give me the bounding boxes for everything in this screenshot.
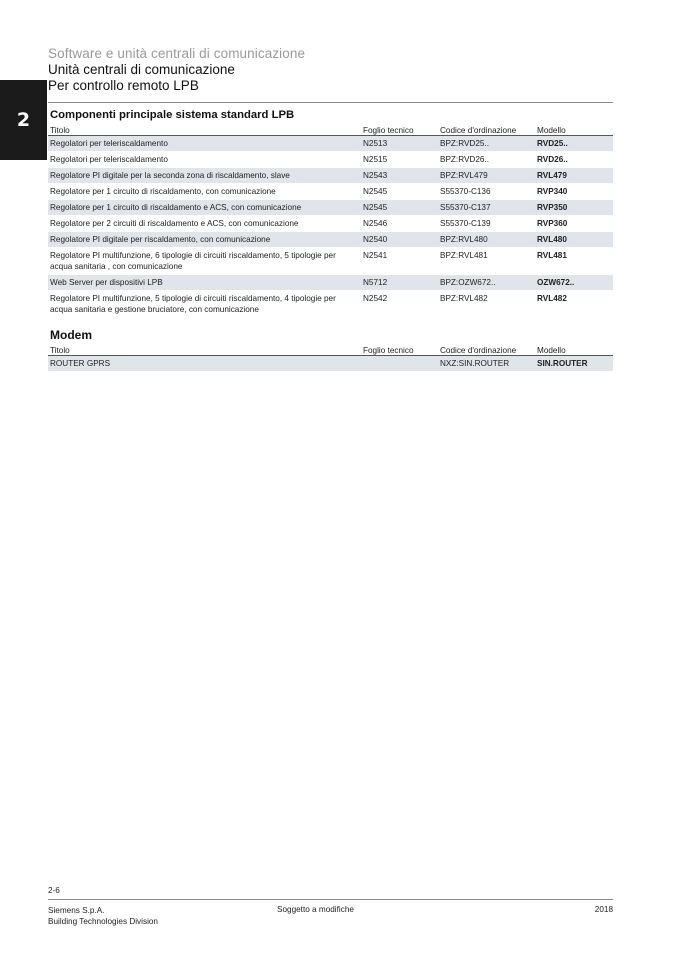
chapter-tab: 2 — [0, 80, 47, 160]
table-row — [48, 200, 613, 216]
col-header-codice: Codice d'ordinazione — [438, 342, 535, 356]
cell-foglio: N2542 — [361, 291, 438, 318]
table-row — [48, 168, 613, 184]
cell-modello: RVP340 — [535, 184, 613, 200]
cell-titolo: Regolatore PI multifunzione, 6 tipologie di circuiti riscaldamento, 5 tipologie per acqua sanitaria , con comunicazione — [48, 248, 361, 275]
cell-titolo: Regolatori per teleriscaldamento — [48, 152, 361, 168]
footer-company — [48, 905, 158, 927]
cell-modello: RVL482 — [535, 291, 613, 318]
cell-foglio: N2545 — [361, 200, 438, 216]
cell-foglio — [361, 356, 438, 372]
cell-foglio: N2546 — [361, 216, 438, 232]
cell-titolo: Regolatore per 1 circuito di riscaldamento e ACS, con comunicazione — [48, 200, 361, 216]
col-header-modello: Modello — [535, 342, 613, 356]
header-subtitle: Per controllo remoto LPB — [48, 78, 199, 93]
cell-modello: RVP350 — [535, 200, 613, 216]
col-header-titolo: Titolo — [48, 342, 361, 356]
cell-codice: BPZ:RVL482 — [438, 291, 535, 318]
cell-modello: RVP360 — [535, 216, 613, 232]
table-row — [48, 184, 613, 200]
cell-titolo: Regolatori per teleriscaldamento — [48, 136, 361, 152]
cell-codice: S55370-C139 — [438, 216, 535, 232]
col-header-codice: Codice d'ordinazione — [438, 122, 535, 136]
modem-section — [48, 328, 613, 372]
cell-titolo: Regolatore PI multifunzione, 5 tipologie di circuiti riscaldamento, 4 tipologie per acqua sanitaria e gestione bruciatore, con comunicazione — [48, 291, 361, 318]
cell-codice: NXZ:SIN.ROUTER — [438, 356, 535, 372]
table-row — [48, 152, 613, 168]
cell-codice: S55370-C136 — [438, 184, 535, 200]
table-row — [48, 232, 613, 248]
cell-codice: BPZ:RVL479 — [438, 168, 535, 184]
company-name: Siemens S.p.A. — [48, 906, 105, 915]
cell-codice: BPZ:RVD26.. — [438, 152, 535, 168]
table-row — [48, 248, 613, 275]
table-row — [48, 291, 613, 318]
col-header-titolo: Titolo — [48, 122, 361, 136]
header-category: Software e unità centrali di comunicazione — [48, 46, 306, 61]
col-header-modello: Modello — [535, 122, 613, 136]
table-header-row — [48, 342, 613, 356]
cell-foglio: N2543 — [361, 168, 438, 184]
cell-codice: BPZ:OZW672.. — [438, 275, 535, 291]
header-divider — [48, 102, 613, 103]
cell-modello: RVD25.. — [535, 136, 613, 152]
header-title: Unità centrali di comunicazione — [48, 62, 235, 77]
cell-foglio: N2513 — [361, 136, 438, 152]
col-header-foglio: Foglio tecnico — [361, 122, 438, 136]
company-division: Building Technologies Division — [48, 917, 158, 926]
cell-modello: OZW672.. — [535, 275, 613, 291]
lpb-table — [48, 122, 613, 318]
cell-modello: RVL479 — [535, 168, 613, 184]
cell-titolo: Regolatore per 2 circuiti di riscaldamento e ACS, con comunicazione — [48, 216, 361, 232]
cell-modello: RVL481 — [535, 248, 613, 275]
table-row — [48, 216, 613, 232]
modem-section-title: Modem — [50, 328, 92, 342]
table-row — [48, 275, 613, 291]
cell-foglio: N2515 — [361, 152, 438, 168]
footer-disclaimer: Soggetto a modifiche — [277, 905, 354, 914]
cell-codice: S55370-C137 — [438, 200, 535, 216]
cell-foglio: N5712 — [361, 275, 438, 291]
cell-titolo: ROUTER GPRS — [48, 356, 361, 372]
cell-modello: SIN.ROUTER — [535, 356, 613, 372]
page-number: 2-6 — [48, 886, 60, 895]
cell-codice: BPZ:RVL481 — [438, 248, 535, 275]
cell-foglio: N2541 — [361, 248, 438, 275]
footer-divider — [48, 899, 613, 900]
cell-titolo: Regolatore per 1 circuito di riscaldamento, con comunicazione — [48, 184, 361, 200]
cell-titolo: Regolatore PI digitale per la seconda zona di riscaldamento, slave — [48, 168, 361, 184]
cell-modello: RVL480 — [535, 232, 613, 248]
col-header-foglio: Foglio tecnico — [361, 342, 438, 356]
page-header — [48, 46, 613, 94]
table-row — [48, 356, 613, 372]
cell-codice: BPZ:RVL480 — [438, 232, 535, 248]
modem-table — [48, 342, 613, 372]
footer-year: 2018 — [594, 905, 613, 914]
table-row — [48, 136, 613, 152]
cell-titolo: Web Server per dispositivi LPB — [48, 275, 361, 291]
lpb-section-title: Componenti principale sistema standard LPB — [50, 109, 295, 121]
lpb-section — [48, 108, 613, 318]
cell-modello: RVD26.. — [535, 152, 613, 168]
table-header-row — [48, 122, 613, 136]
cell-foglio: N2545 — [361, 184, 438, 200]
cell-codice: BPZ:RVD25.. — [438, 136, 535, 152]
cell-titolo: Regolatore PI digitale per riscaldamento, con comunicazione — [48, 232, 361, 248]
cell-foglio: N2540 — [361, 232, 438, 248]
